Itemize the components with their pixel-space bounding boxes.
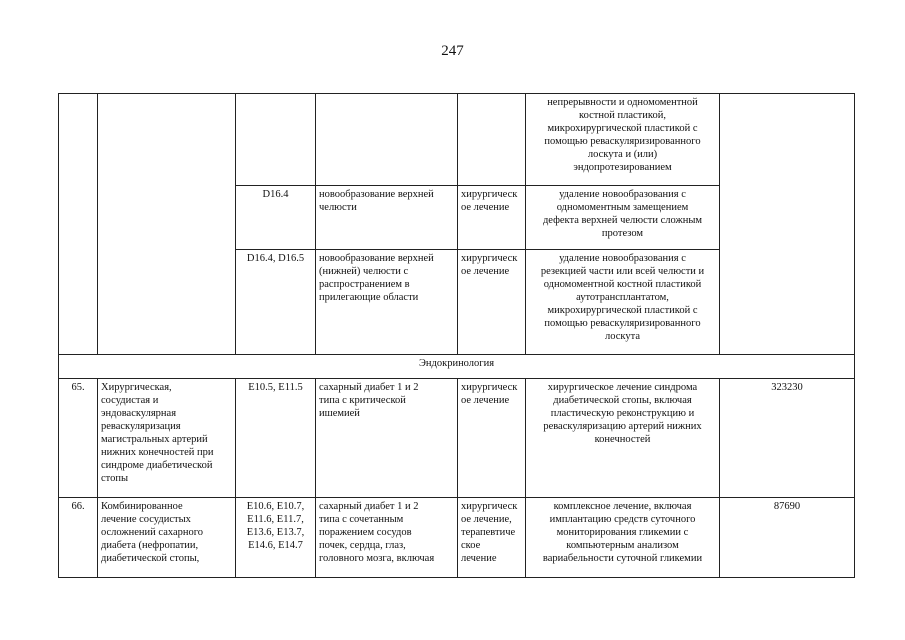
text-line: E13.6, E13.7, (246, 527, 305, 538)
text-line: типа с критической (319, 395, 406, 406)
text-line: эндоваскулярная (101, 408, 177, 419)
text-line: поражением сосудов (319, 527, 412, 538)
text-line: реваскуляризацию артерий нижних (543, 421, 702, 432)
text-line: распространением в (319, 279, 410, 290)
diagnosis-cell (316, 379, 458, 498)
text-line: ое лечение (461, 395, 510, 406)
text-line: хирургическ (461, 501, 518, 512)
text-line: синдроме диабетической (101, 460, 213, 471)
text-line: нижних конечностей при (101, 447, 214, 458)
text-line: прилегающие области (319, 292, 419, 303)
text-line: дефекта верхней челюсти сложным (542, 215, 703, 226)
treatment-type-cell (458, 379, 526, 498)
text-line: Хирургическая, (101, 382, 172, 393)
text-line: E14.6, E14.7 (248, 540, 303, 551)
text-line: помощью реваскуляризированного (544, 136, 701, 147)
text-line: хирургическ (461, 253, 518, 264)
text-line: E10.5, E11.5 (248, 382, 303, 393)
text-line: костной пластикой, (579, 110, 666, 121)
text-line: конечностей (594, 434, 651, 445)
cost-cell: 323230 (720, 379, 855, 498)
text-line: D16.4, D16.5 (246, 253, 305, 264)
text-line: терапевтиче (461, 527, 516, 538)
text-line: E11.6, E11.7, (247, 514, 304, 525)
treatment-type-cell (458, 94, 526, 186)
text-line: D16.4 (262, 189, 289, 200)
text-line: ское (461, 540, 481, 551)
text-line: компьютерным анализом (566, 540, 679, 551)
method-cell (526, 94, 720, 186)
text-line: одномоментным замещением (556, 202, 689, 213)
text-line: удаление новообразования с (559, 189, 686, 200)
text-line: хирургическ (461, 382, 518, 393)
row-number-cell (59, 94, 98, 355)
method-cell (526, 498, 720, 578)
diagnosis-cell (316, 186, 458, 250)
text-line: комплексное лечение, включая (553, 501, 692, 512)
text-line: эндопротезированием (573, 162, 672, 173)
code-cell (236, 379, 316, 498)
text-line: хирургическое лечение синдрома (547, 382, 698, 393)
text-line: диабетической стопы, включая (553, 395, 692, 406)
text-line: диабетической стопы, (101, 553, 200, 564)
text-line: удаление новообразования с (559, 253, 686, 264)
text-line: типа с сочетанным (319, 514, 404, 525)
text-line: ишемией (319, 408, 360, 419)
text-line: (нижней) челюсти с (319, 266, 409, 277)
text-line: одномоментной костной пластикой (543, 279, 702, 290)
text-line: магистральных артерий (101, 434, 208, 445)
method-cell (526, 379, 720, 498)
method-name-cell (98, 379, 236, 498)
text-line: имплантацию средств суточного (549, 514, 696, 525)
text-line: пластическую реконструкцию и (550, 408, 695, 419)
text-line: ое лечение (461, 266, 510, 277)
text-line: ое лечение, (461, 514, 512, 525)
text-line: новообразование верхней (319, 189, 434, 200)
text-line: лоскута (605, 331, 640, 342)
row-number-cell: 66. (59, 498, 98, 578)
text-line: лоскута и (или) (587, 149, 658, 160)
table-row (59, 379, 855, 498)
text-line: лечение (461, 553, 497, 564)
text-line: непрерывности и одномоментной (547, 97, 698, 108)
code-cell (236, 186, 316, 250)
text-line: вариабельности суточной гликемии (542, 553, 703, 564)
diagnosis-cell (316, 250, 458, 355)
treatment-type-cell (458, 250, 526, 355)
text-line: челюсти (319, 202, 357, 213)
text-line: лечение сосудистых (101, 514, 191, 525)
diagnosis-cell (316, 94, 458, 186)
text-line: резекцией части или всей челюсти и (540, 266, 705, 277)
table-row (59, 94, 855, 186)
code-cell (236, 498, 316, 578)
text-line: головного мозга, включая (319, 553, 435, 564)
text-line: сахарный диабет 1 и 2 (319, 382, 419, 393)
page-number: 247 (441, 43, 464, 59)
text-line: сосудистая и (101, 395, 159, 406)
cost-cell: 87690 (720, 498, 855, 578)
text-line: микрохирургической пластикой с (547, 305, 698, 316)
text-line: E10.6, E10.7, (246, 501, 305, 512)
row-number-cell: 65. (59, 379, 98, 498)
medical-care-table (58, 93, 855, 578)
method-name-cell (98, 498, 236, 578)
text-line: мониторирования гликемии с (556, 527, 689, 538)
table-row (59, 498, 855, 578)
text-line: помощью реваскуляризированного (544, 318, 701, 329)
text-line: хирургическ (461, 189, 518, 200)
text-line: протезом (601, 228, 644, 239)
section-title: Эндокринология (59, 355, 855, 379)
method-name-cell (98, 94, 236, 355)
treatment-type-cell (458, 498, 526, 578)
text-line: осложнений сахарного (101, 527, 204, 538)
text-line: стопы (101, 473, 129, 484)
text-line: аутотрансплантатом, (576, 292, 669, 303)
text-line: сахарный диабет 1 и 2 (319, 501, 419, 512)
treatment-type-cell (458, 186, 526, 250)
text-line: ое лечение (461, 202, 510, 213)
text-line: почек, сердца, глаз, (319, 540, 406, 551)
text-line: новообразование верхней (319, 253, 434, 264)
method-cell (526, 250, 720, 355)
method-cell (526, 186, 720, 250)
section-row (59, 355, 855, 379)
text-line: микрохирургической пластикой с (547, 123, 698, 134)
text-line: Комбинированное (101, 501, 183, 512)
text-line: реваскуляризация (101, 421, 181, 432)
text-line: диабета (нефропатии, (101, 540, 199, 551)
diagnosis-cell (316, 498, 458, 578)
code-cell (236, 94, 316, 186)
cost-cell (720, 94, 855, 355)
code-cell (236, 250, 316, 355)
